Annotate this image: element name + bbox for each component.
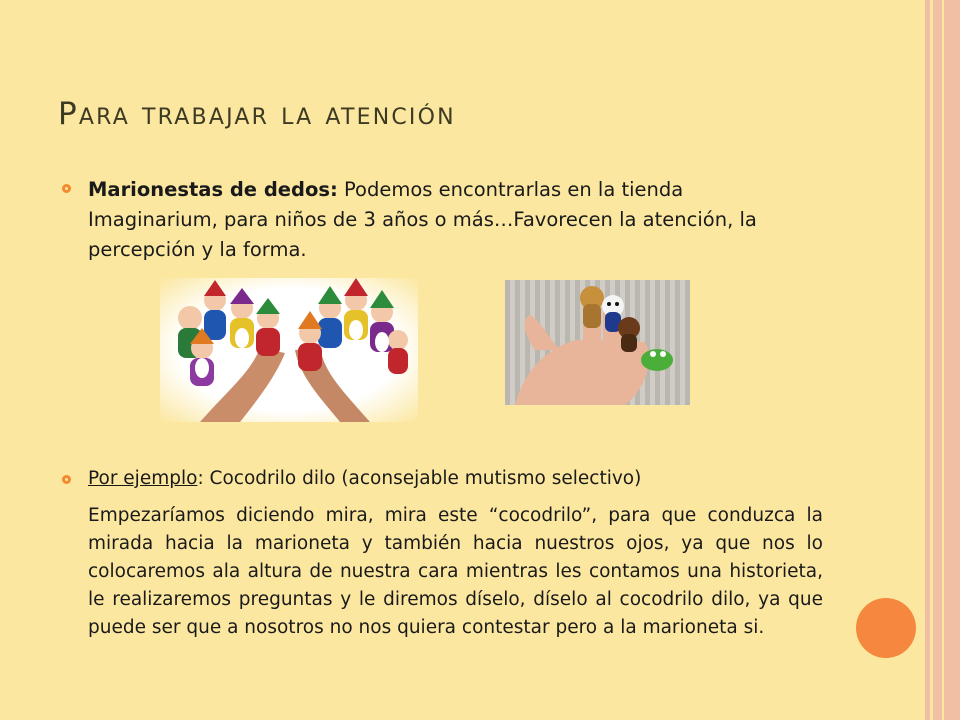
example-paragraph: Empezaríamos diciendo mira, mira este “cocodrilo”, para que conduzca la mirada hacia la marioneta y también hacia nuestros ojos, ya que nos lo colocaremos ala altura de nuestra cara mientras les contamos una historieta, le realizaremos preguntas y le diremos díselo, díselo al cocodrilo dilo, ya que puede ser que a nosotros no nos quiera contestar pero a la marioneta si. (88, 505, 823, 638)
finger-puppets-dwarfs-photo (160, 278, 418, 422)
finger-puppets-description: Podemos encontrarlas en la tienda Imaginarium, para niños de 3 años o más…Favorecen la atención, la percepción y la forma. (88, 178, 757, 261)
bullet-ring-icon (62, 475, 71, 484)
bullet-ring-icon (62, 184, 71, 193)
decorative-orange-circle (856, 598, 916, 658)
example-text: : Cocodrilo dilo (aconsejable mutismo selectivo) (197, 468, 642, 489)
decorative-side-stripes (920, 0, 960, 720)
bullet-finger-puppets (88, 175, 788, 265)
term-finger-puppets: Marionestas de dedos: (88, 178, 338, 201)
finger-puppets-animals-photo (505, 280, 690, 405)
slide-title: Para trabajar la atención (58, 96, 456, 132)
example-label: Por ejemplo (88, 468, 198, 489)
bullet-example (88, 465, 808, 493)
